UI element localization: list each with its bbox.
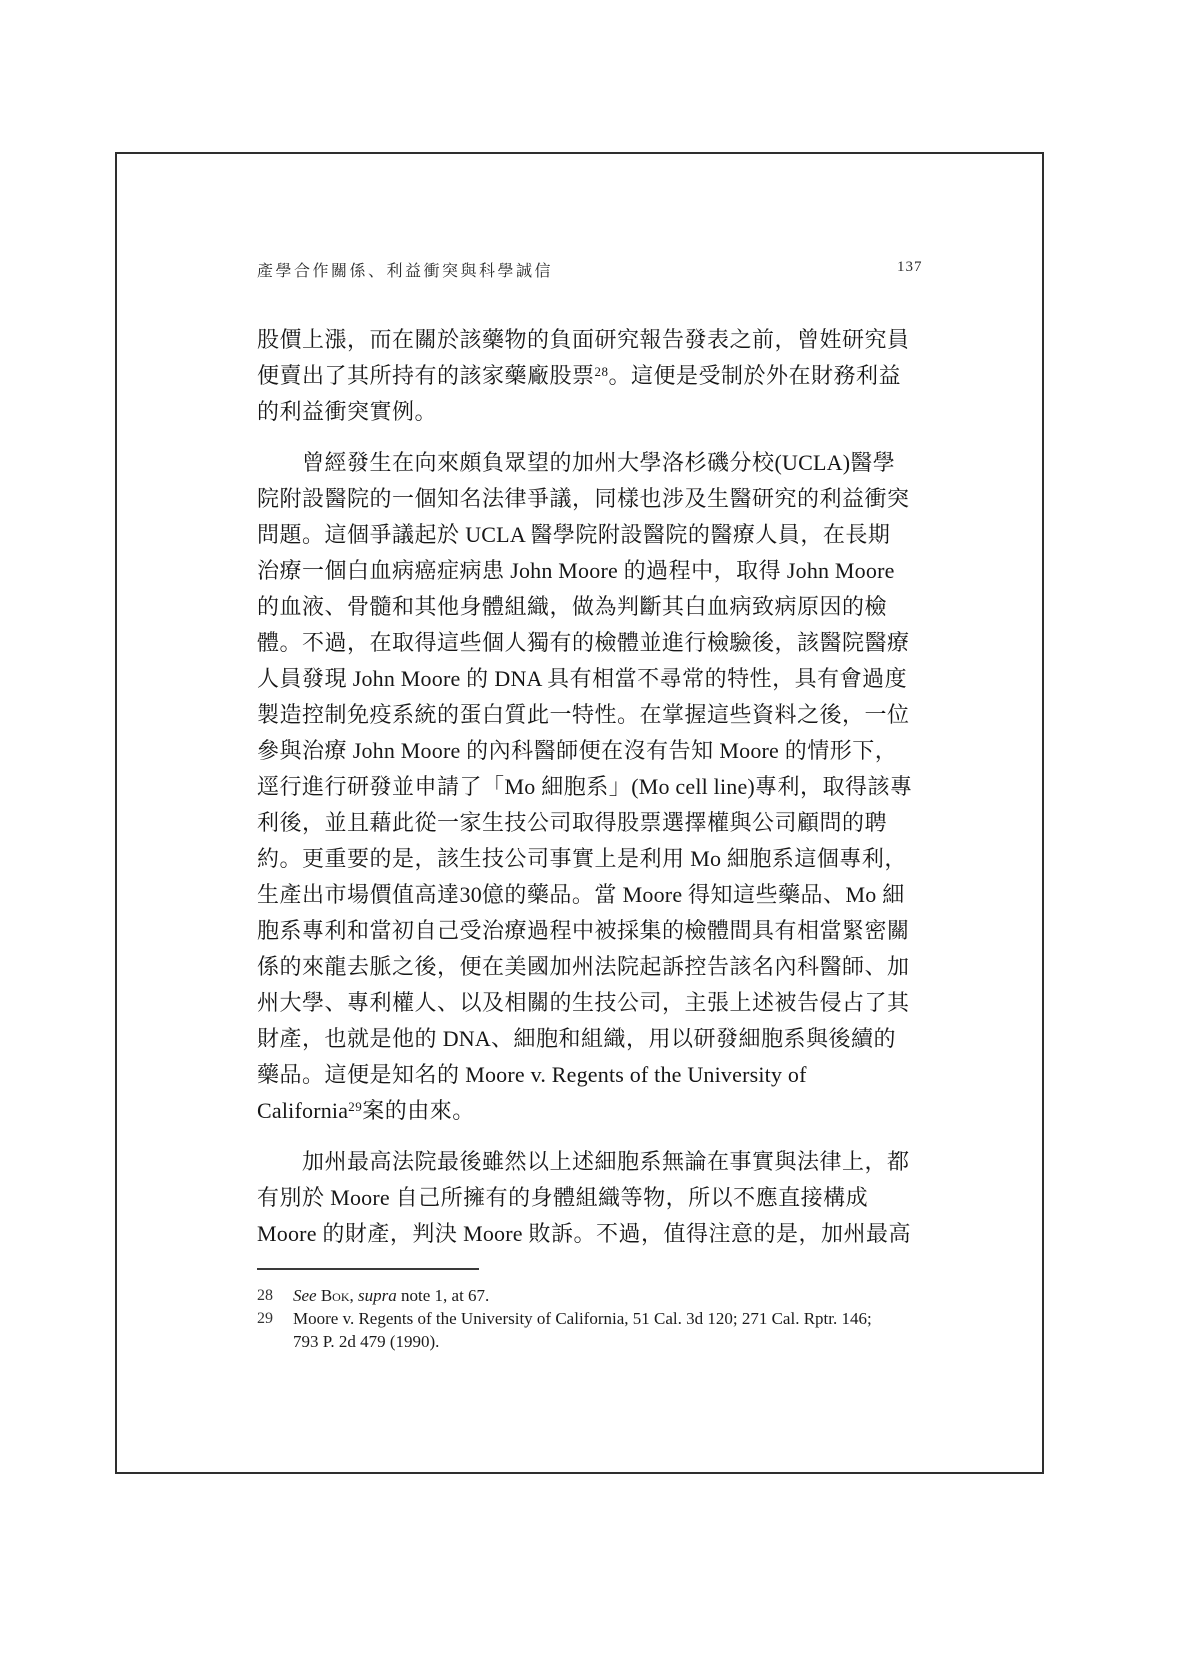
page-border — [115, 152, 1044, 1474]
latin-text: Moore — [324, 1185, 396, 1210]
paragraph-line: 便賣出了其所持有的該家藥廠股票$^{28}$。這便是受制於外在財務利益 — [257, 363, 902, 388]
footnote-segment: supra — [358, 1286, 397, 1305]
footnote-marker: 28 — [257, 1287, 273, 1304]
paragraph-line: 問題。這個爭議起於 UCLA 醫學院附設醫院的醫療人員，在長期 — [257, 522, 891, 547]
paragraph-line: 州大學、專利權人、以及相關的生技公司，主張上述被告侵占了其 — [257, 990, 910, 1015]
paragraph-line: 的利益衝突實例。 — [257, 399, 438, 424]
latin-text: John Moore — [347, 666, 467, 691]
running-header-title: 產學合作關係、利益衝突與科學誠信 — [257, 263, 554, 280]
paragraph-line: 利後，並且藉此從一家生技公司取得股票選擇權與公司顧問的聘 — [257, 810, 888, 835]
footnote-line: 793 P. 2d 479 (1990). — [293, 1332, 440, 1351]
paragraph-line: 治療一個白血病癌症病患 John Moore 的過程中，取得 John Moore — [257, 558, 895, 583]
latin-text: Mo — [845, 882, 883, 907]
footnotes — [257, 1284, 933, 1353]
paragraph-line: 財產，也就是他的 DNA、細胞和組織，用以研發細胞系與後續的 — [257, 1026, 896, 1051]
latin-text: Moore — [257, 1221, 323, 1246]
footnote-ref: 29 — [348, 1099, 363, 1114]
paragraph — [257, 1144, 933, 1252]
latin-text: Moore — [616, 882, 688, 907]
footnote-line — [293, 1284, 933, 1307]
text-column — [257, 322, 933, 1353]
footnote-segment: , — [349, 1286, 359, 1305]
paragraph-line: 生產出市場價值高達30億的藥品。當 Moore 得知這些藥品、Mo 細 — [257, 882, 905, 907]
paragraph-line: 曾經發生在向來頗負眾望的加州大學洛杉磯分校(UCLA)醫學 — [302, 450, 896, 475]
footnote-segment: Bok — [320, 1286, 350, 1305]
footnote — [257, 1307, 933, 1353]
latin-text: John Moore — [504, 558, 624, 583]
paragraph-line: 股價上漲，而在關於該藥物的負面研究報告發表之前，曾姓研究員 — [257, 327, 910, 352]
latin-text: John Moore — [347, 738, 467, 763]
footnote-ref: 28 — [594, 364, 609, 379]
paragraph-line: 加州最高法院最後雖然以上述細胞系無論在事實與法律上，都 — [302, 1149, 910, 1174]
footnote-segment: See — [293, 1286, 321, 1305]
latin-text: 30 — [459, 882, 482, 907]
footnote-text — [293, 1307, 933, 1353]
footnote-segment: note 1, at 67. — [396, 1286, 490, 1305]
paragraph-line: Moore 的財產，判決 Moore 敗訴。不過，值得注意的是，加州最高 — [257, 1221, 911, 1246]
latin-text: Moore v. Regents of the University of — [459, 1062, 807, 1087]
paragraph-line: 人員發現 John Moore 的 DNA 具有相當不尋常的特性，具有會過度 — [257, 666, 908, 691]
footnote-line: Moore v. Regents of the University of California, 51 Cal. 3d 120; 271 Cal. Rptr. 146; — [293, 1309, 872, 1328]
paragraph — [257, 445, 933, 1129]
footnote-marker: 29 — [257, 1310, 273, 1327]
footnote — [257, 1284, 933, 1307]
latin-text: Mo — [684, 846, 727, 871]
paragraph-line: 的血液、骨髓和其他身體組織，做為判斷其白血病致病原因的檢 — [257, 594, 888, 619]
paragraph-line: 約。更重要的是，該生技公司事實上是利用 Mo 細胞系這個專利， — [257, 846, 907, 871]
paragraph-line: 參與治療 John Moore 的內科醫師便在沒有告知 Moore 的情形下， — [257, 738, 898, 763]
paragraph-line: California$^{29}$案的由來。 — [257, 1098, 475, 1123]
paragraph-line: 體。不過，在取得這些個人獨有的檢體並進行檢驗後，該醫院醫療 — [257, 630, 910, 655]
paragraph-line: 藥品。這便是知名的 Moore v. Regents of the University of — [257, 1062, 807, 1087]
paragraph-line: 製造控制免疫系統的蛋白質此一特性。在掌握這些資料之後，一位 — [257, 702, 910, 727]
latin-text: Moore — [457, 1221, 529, 1246]
latin-text: Mo — [504, 774, 542, 799]
paragraph-line: 有別於 Moore 自己所擁有的身體組織等物，所以不應直接構成 — [257, 1185, 869, 1210]
latin-text: (Mo cell line) — [631, 774, 755, 799]
paragraph — [257, 322, 933, 430]
latin-text: California — [257, 1098, 349, 1123]
latin-text: John Moore — [781, 558, 895, 583]
latin-text: (UCLA) — [774, 450, 851, 475]
page-number: 137 — [897, 259, 923, 275]
paragraph-line: 逕行進行研發並申請了「Mo 細胞系」(Mo cell line)專利，取得該專 — [257, 774, 913, 799]
latin-text: Moore — [713, 738, 785, 763]
body-text — [257, 322, 933, 1252]
footnote-text — [293, 1284, 933, 1307]
paragraph-line: 係的來龍去脈之後，便在美國加州法院起訴控告該名內科醫師、加 — [257, 954, 910, 979]
paragraph-line: 院附設醫院的一個知名法律爭議，同樣也涉及生醫研究的利益衝突 — [257, 486, 910, 511]
latin-text: DNA — [488, 666, 548, 691]
footnote-separator — [257, 1268, 479, 1270]
latin-text: DNA — [437, 1026, 491, 1051]
paragraph-line: 胞系專利和當初自己受治療過程中被採集的檢體間具有相當緊密關 — [257, 918, 910, 943]
latin-text: UCLA — [459, 522, 531, 547]
